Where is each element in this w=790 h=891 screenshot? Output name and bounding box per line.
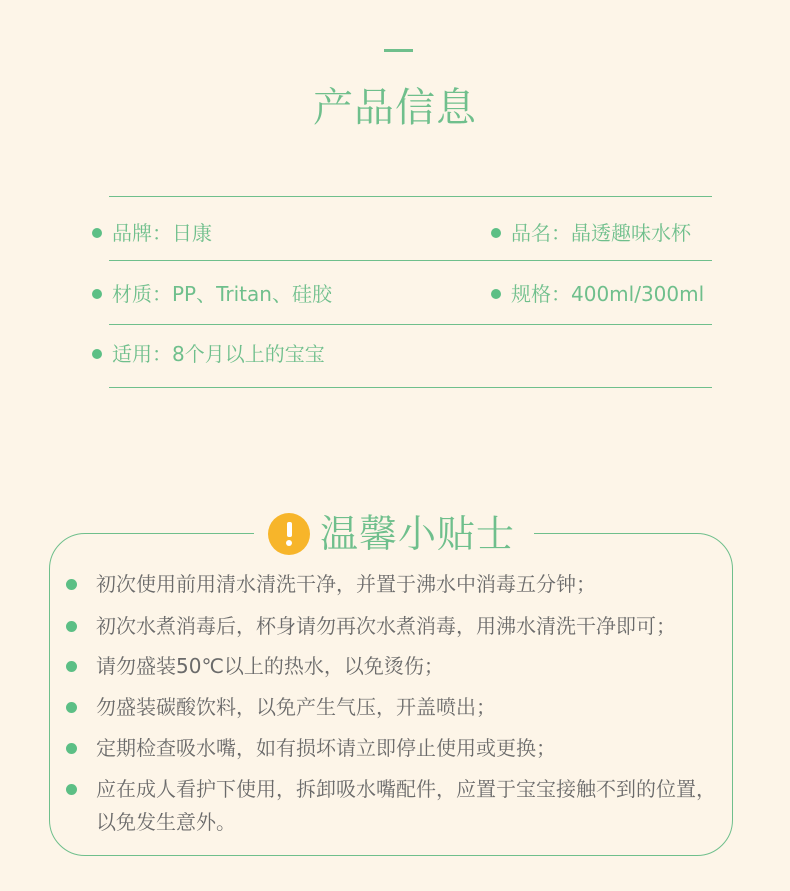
warning-icon [268, 513, 310, 555]
divider [109, 324, 712, 325]
spec-size: 规格：400ml/300ml [491, 279, 704, 309]
tip-item: 应在成人看护下使用，拆卸吸水嘴配件，应置于宝宝接触不到的位置，以免发生意外。 [96, 777, 716, 834]
bullet-dot [92, 289, 102, 299]
tip-bullet [66, 784, 77, 795]
tips-title: 温馨小贴士 [320, 512, 516, 556]
bullet-dot [491, 228, 501, 238]
spec-material: 材质：PP、Tritan、硅胶 [92, 279, 332, 309]
bullet-dot [491, 289, 501, 299]
tip-bullet [66, 579, 77, 590]
tip-bullet [66, 661, 77, 672]
bullet-dot [92, 228, 102, 238]
tip-item: 勿盛装碳酸饮料，以免产生气压，开盖喷出； [96, 695, 496, 719]
spec-product-name: 品名：晶透趣味水杯 [491, 218, 691, 248]
divider [109, 196, 712, 197]
divider [109, 387, 712, 388]
divider [109, 260, 712, 261]
tip-bullet [66, 621, 77, 632]
tip-item: 初次水煮消毒后，杯身请勿再次水煮消毒，用沸水清洗干净即可； [96, 614, 676, 638]
tip-item: 请勿盛装50℃以上的热水，以免烫伤； [96, 654, 444, 678]
tip-bullet [66, 743, 77, 754]
spec-age: 适用：8个月以上的宝宝 [92, 339, 325, 369]
tip-item: 初次使用前用清水清洗干净，并置于沸水中消毒五分钟； [96, 572, 596, 596]
tip-item: 定期检查吸水嘴，如有损坏请立即停止使用或更换； [96, 736, 556, 760]
title-dash-decoration [384, 49, 413, 52]
tip-bullet [66, 702, 77, 713]
bullet-dot [92, 349, 102, 359]
product-info-title: 产品信息 [313, 85, 477, 131]
spec-brand: 品牌：日康 [92, 218, 212, 248]
